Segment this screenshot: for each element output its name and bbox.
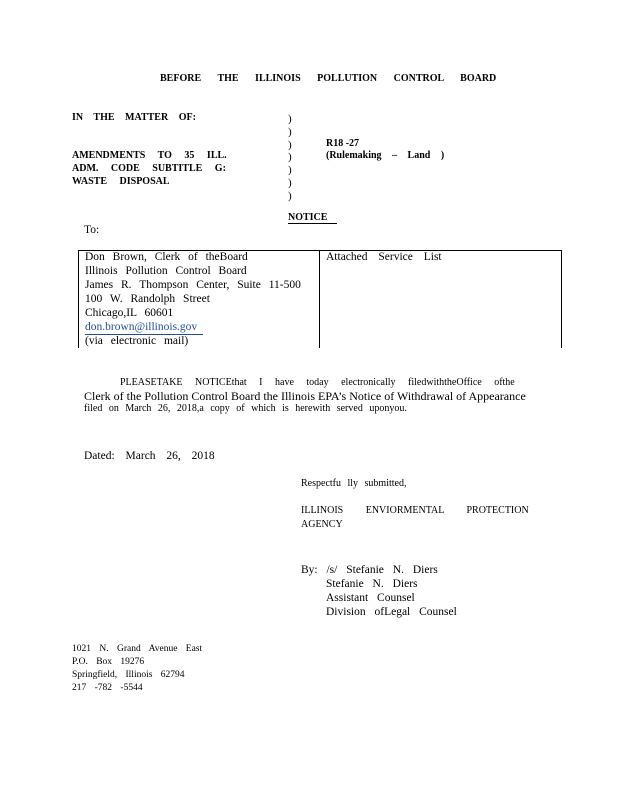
address-line: Springfield, Illinois 62794 (72, 670, 185, 680)
case-number: R18 -27 (326, 138, 360, 149)
service-box-divider (319, 251, 320, 348)
agency-name-line2: AGENCY (301, 519, 343, 530)
signature-division: Division ofLegal Counsel (326, 606, 457, 618)
service-box (78, 250, 562, 348)
rulemaking-label: (Rulemaking – Land ) (326, 150, 445, 161)
case-caption-line: AMENDMENTS TO 35 ILL. (72, 150, 227, 161)
service-address-line: Chicago,IL 60601 (85, 307, 174, 319)
attached-service-list: Attached Service List (326, 251, 442, 263)
service-via-line: (via electronic mail) (85, 335, 189, 347)
signature-name: Stefanie N. Diers (326, 578, 418, 590)
notice-paragraph-line2: Clerk of the Pollution Control Board the Illinois EPA’s Notice of Withdrawal of Appearance (84, 389, 526, 403)
paren: ) (288, 164, 292, 177)
agency-name-line1: ILLINOIS ENVIORMENTAL PROTECTION (301, 505, 529, 516)
respectfully-submitted: Respectfu lly submitted, (301, 478, 407, 489)
service-address-line: Don Brown, Clerk of theBoard (85, 251, 248, 263)
service-address-line: Illinois Pollution Control Board (85, 265, 247, 277)
document-title: BEFORE THE ILLINOIS POLLUTION CONTROL BOARD (160, 73, 497, 84)
signature-title: Assistant Counsel (326, 592, 415, 604)
signature-by-line: By: /s/ Stefanie N. Diers (301, 564, 438, 576)
notice-paragraph-line3: filed on March 26, 2018,a copy of which is herewith served uponyou. (84, 403, 407, 414)
service-address-line: 100 W. Randolph Street (85, 293, 210, 305)
in-the-matter-label: IN THE MATTER OF: (72, 112, 196, 123)
address-line: 1021 N. Grand Avenue East (72, 644, 203, 654)
notice-heading: NOTICE (288, 212, 337, 224)
case-caption-line: ADM. CODE SUBTITLE G: (72, 163, 226, 174)
service-address-line: James R. Thompson Center, Suite 11-500 (85, 279, 301, 291)
paren: ) (288, 176, 292, 189)
paren: ) (288, 113, 292, 125)
return-address (72, 643, 202, 695)
paren: ) (288, 151, 292, 164)
address-line: P.O. Box 19276 (72, 657, 145, 667)
dated-line: Dated: March 26, 2018 (84, 450, 215, 462)
paren: ) (288, 138, 292, 151)
address-line: 217 -782 -5544 (72, 683, 143, 693)
clerk-email-link[interactable]: don.brown@illinois.gov (85, 321, 198, 333)
paren-column (288, 113, 292, 203)
to-label: To: (84, 224, 100, 236)
case-caption-line: WASTE DISPOSAL (72, 176, 170, 187)
notice-paragraph-line1: PLEASETAKE NOTICEthat I have today electronically filedwiththeOffice ofthe (120, 377, 515, 388)
paren: ) (288, 189, 292, 202)
paren: ) (288, 125, 292, 138)
